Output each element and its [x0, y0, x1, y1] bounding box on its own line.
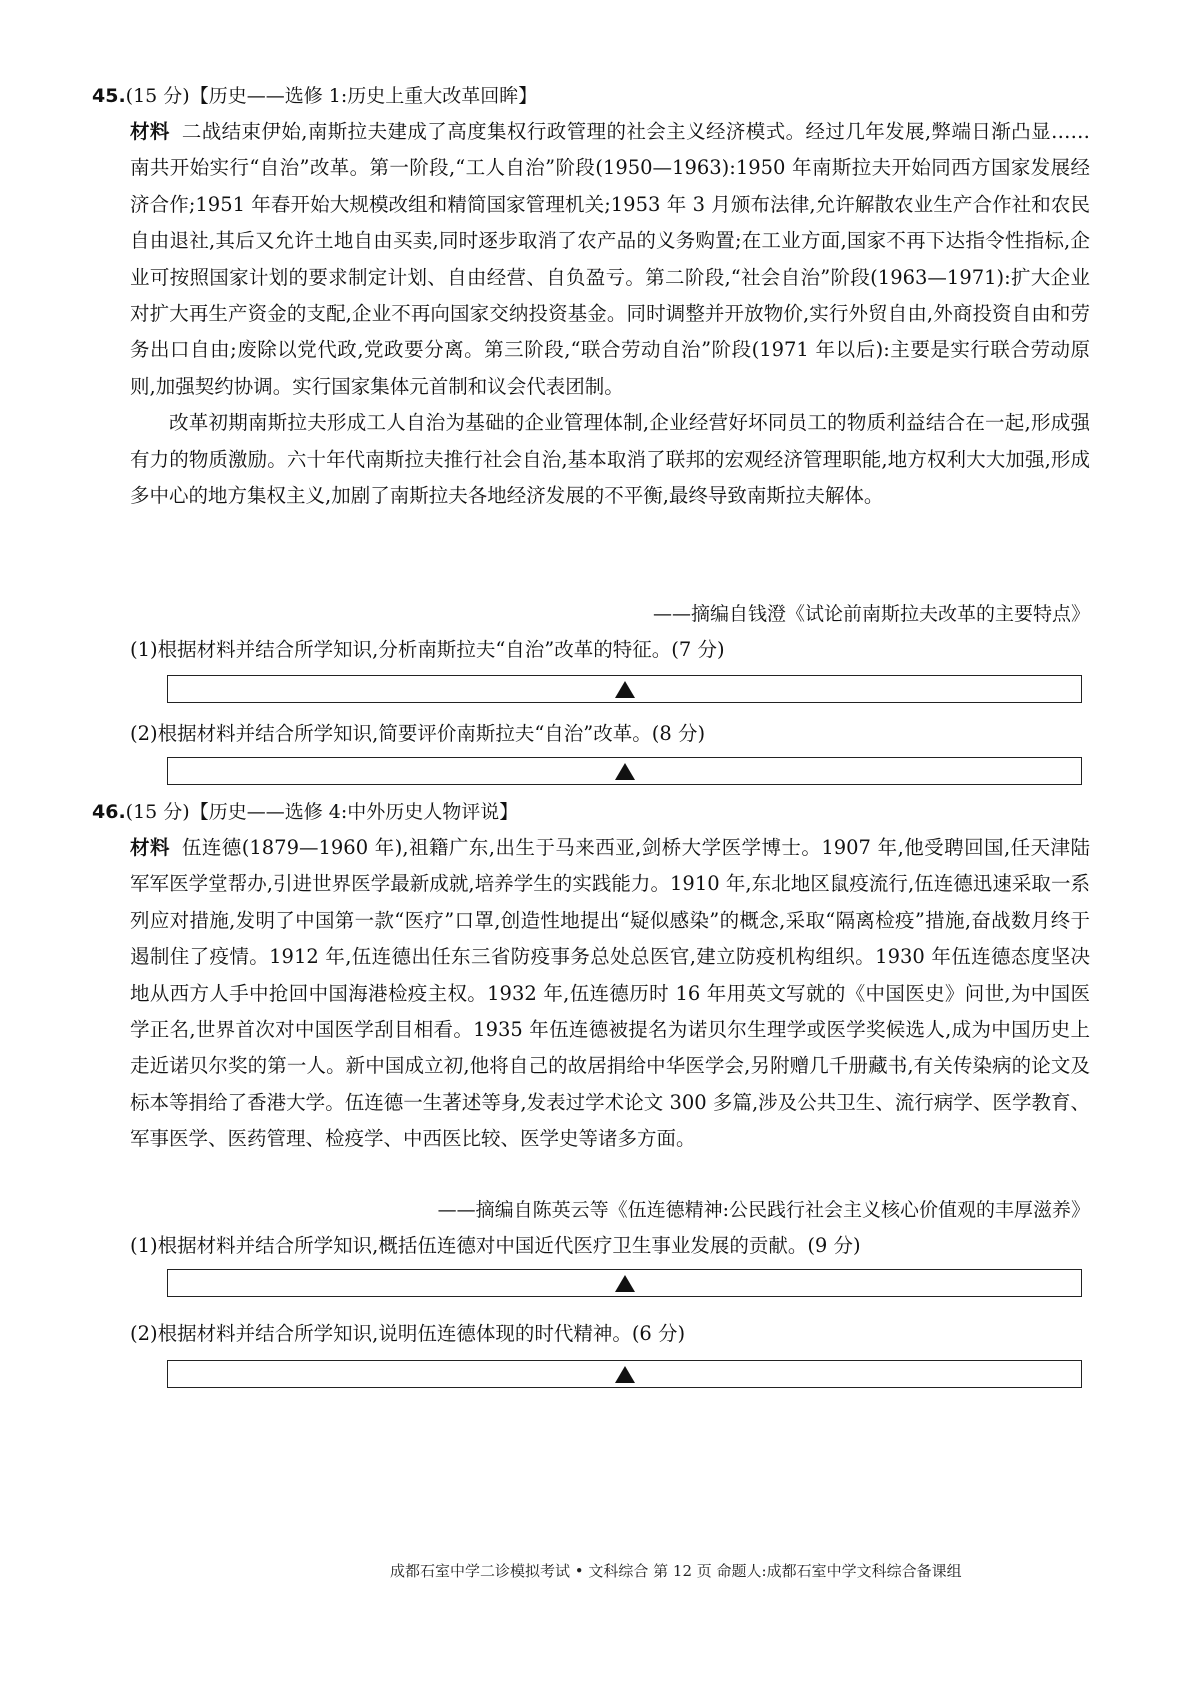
question-45-subquestion-1: (1)根据材料并结合所学知识,分析南斯拉夫“自治”改革的特征。(7 分): [130, 638, 725, 661]
question-45-subquestion-2: (2)根据材料并结合所学知识,简要评价南斯拉夫“自治”改革。(8 分): [130, 722, 706, 745]
triangle-marker-icon: [615, 763, 635, 780]
page-footer: 成都石室中学二诊模拟考试 • 文科综合 第 12 页 命题人:成都石室中学文科综合备课组: [390, 1562, 962, 1580]
question-46-answer-box-2[interactable]: [167, 1360, 1082, 1388]
question-46-answer-box-1[interactable]: [167, 1269, 1082, 1297]
triangle-marker-icon: [615, 1275, 635, 1292]
question-46-number: 46.: [92, 801, 126, 823]
question-45-paragraph-2: 改革初期南斯拉夫形成工人自治为基础的企业管理体制,企业经营好坏同员工的物质利益结合在一起,形成强有力的物质激励。六十年代南斯拉夫推行社会自治,基本取消了联邦的宏观经济管理职能,地方权利大大加强,形成多中心的地方集权主义,加剧了南斯拉夫各地经济发展的不平衡,最终导致南斯拉夫解体。: [130, 411, 1090, 508]
question-45-answer-box-2[interactable]: [167, 757, 1082, 785]
question-45-source: ——摘编自钱澄《试论前南斯拉夫改革的主要特点》: [652, 603, 1090, 625]
question-45-number: 45.: [92, 85, 126, 107]
question-45-paragraph-1: [130, 114, 1090, 405]
question-46-subquestion-2: (2)根据材料并结合所学知识,说明伍连德体现的时代精神。(6 分): [130, 1322, 686, 1345]
question-45-score: (15 分): [125, 85, 190, 107]
question-46-material: [130, 830, 1090, 1158]
question-46-source: ——摘编自陈英云等《伍连德精神:公民践行社会主义核心价值观的丰厚滋养》: [437, 1199, 1090, 1221]
material-label: 材料: [130, 120, 170, 143]
triangle-marker-icon: [615, 681, 635, 698]
question-46-score: (15 分): [125, 801, 190, 823]
question-46-subquestion-1: (1)根据材料并结合所学知识,概括伍连德对中国近代医疗卫生事业发展的贡献。(9 分): [130, 1234, 861, 1257]
question-46-header: [92, 798, 518, 826]
question-45-answer-box-1[interactable]: [167, 675, 1082, 703]
question-45-header: [92, 82, 537, 110]
question-45-title: 【历史——选修 1:历史上重大改革回眸】: [189, 85, 538, 107]
question-46-paragraph-1: [130, 830, 1090, 1158]
material-label: 材料: [130, 836, 170, 859]
question-46-paragraph-1-text: 伍连德(1879—1960 年),祖籍广东,出生于马来西亚,剑桥大学医学博士。1907 年,他受聘回国,任天津陆军军医学堂帮办,引进世界医学最新成就,培养学生的实践能力。1910 年,东北地区鼠疫流行,伍连德迅速采取一系列应对措施,发明了中国第一款“医疗”口罩,创造性地提出“疑似感染”的概念,采取“隔离检疫”措施,奋战数月终于遏制住了疫情。1912 年,伍连德出任东三省防疫事务总处总医官,建立防疫机构组织。1930 年伍连德态度坚决地从西方人手中抢回中国海港检疫主权。1932 年,伍连德历时 16 年用英文写就的《中国医史》问世,为中国医学正名,世界首次对中国医学刮目相看。1935 年伍连德被提名为诺贝尔生理学或医学奖候选人,成为中国历史上走近诺贝尔奖的第一人。新中国成立初,他将自己的故居捐给中华医学会,另附赠几千册藏书,有关传染病的论文及标本等捐给了香港大学。伍连德一生著述等身,发表过学术论文 300 多篇,涉及公共卫生、流行病学、医学教育、军事医学、医药管理、检疫学、中西医比较、医学史等诸多方面。: [130, 836, 1090, 1151]
triangle-marker-icon: [615, 1366, 635, 1383]
question-46-title: 【历史——选修 4:中外历史人物评说】: [189, 801, 519, 823]
question-45-paragraph-1-text: 二战结束伊始,南斯拉夫建成了高度集权行政管理的社会主义经济模式。经过几年发展,弊端日渐凸显……南共开始实行“自治”改革。第一阶段,“工人自治”阶段(1950—1963):1950 年南斯拉夫开始同西方国家发展经济合作;1951 年春开始大规模改组和精简国家管理机关;1953 年 3 月颁布法律,允许解散农业生产合作社和农民自由退社,其后又允许土地自由买卖,同时逐步取消了农产品的义务购置;在工业方面,国家不再下达指令性指标,企业可按照国家计划的要求制定计划、自由经营、自负盈亏。第二阶段,“社会自治”阶段(1963—1971):扩大企业对扩大再生产资金的支配,企业不再向国家交纳投资基金。同时调整并开放物价,实行外贸自由,外商投资自由和劳务出口自由;废除以党代政,党政要分离。第三阶段,“联合劳动自治”阶段(1971 年以后):主要是实行联合劳动原则,加强契约协调。实行国家集体元首制和议会代表团制。: [130, 120, 1090, 398]
question-45-material: [130, 114, 1090, 514]
